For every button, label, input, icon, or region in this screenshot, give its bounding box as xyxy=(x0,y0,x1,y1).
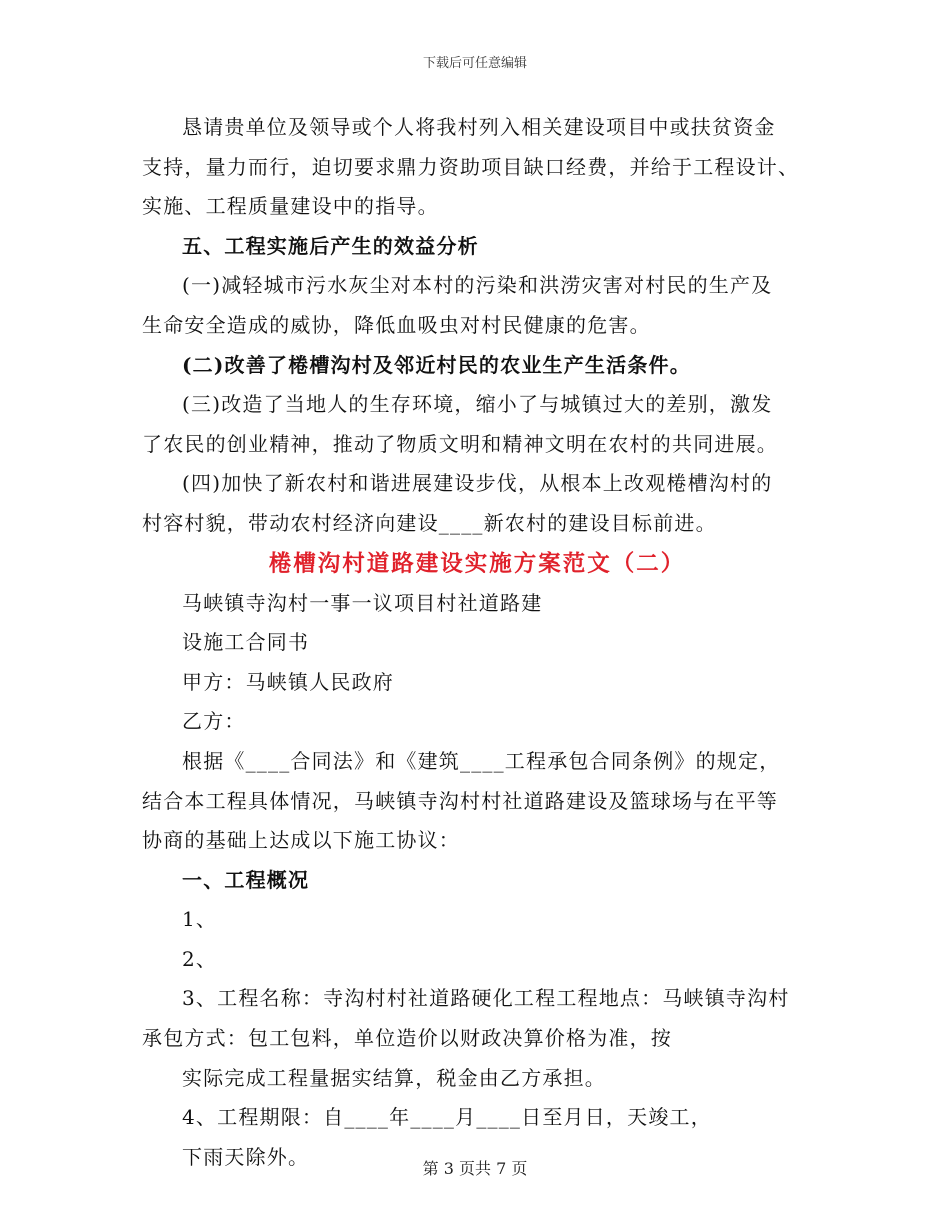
paragraph-request-line3: 实施、工程质量建设中的指导。 xyxy=(142,194,439,219)
item-4-line2: 下雨天除外。 xyxy=(182,1144,310,1169)
contract-title-line2: 设施工合同书 xyxy=(182,630,310,655)
item-2: 2、 xyxy=(182,946,218,971)
benefit-1-line1: (一)减轻城市污水灰尘对本村的污染和洪涝灾害对村民的生产及 xyxy=(182,273,773,298)
benefit-4-line1: (四)加快了新农村和谐进展建设步伐，从根本上改观棬槽沟村的 xyxy=(182,471,773,496)
item-4-line1: 4、工程期限：自____年____月____日至月日，天竣工， xyxy=(182,1105,712,1130)
benefit-1-line2: 生命安全造成的威协，降低血吸虫对村民健康的危害。 xyxy=(142,312,651,337)
item-3-line1: 3、工程名称：寺沟村村社道路硬化工程工程地点：马峡镇寺沟村 xyxy=(182,986,790,1011)
item-1: 1、 xyxy=(182,907,218,932)
item-3-line3: 实际完成工程量据实结算，税金由乙方承担。 xyxy=(182,1065,606,1090)
page-footer: 第 3 页共 7 页 xyxy=(422,1159,528,1178)
benefit-3-line1: (三)改造了当地人的生存环境，缩小了与城镇过大的差别，激发 xyxy=(182,392,773,417)
heading-project-overview: 一、工程概况 xyxy=(182,867,310,892)
paragraph-request-line1: 恳请贵单位及领导或个人将我村列入相关建设项目中或扶贫资金 xyxy=(182,115,776,139)
contract-title-line1: 马峡镇寺沟村一事一议项目村社道路建 xyxy=(182,590,543,615)
section-title: 棬槽沟村道路建设实施方案范文（二） xyxy=(268,550,686,577)
basis-line2: 结合本工程具体情况，马峡镇寺沟村村社道路建设及篮球场与在平等 xyxy=(142,788,778,813)
heading-benefit-analysis: 五、工程实施后产生的效益分析 xyxy=(182,233,479,258)
benefit-2: (二)改善了棬槽沟村及邻近村民的农业生产生活条件。 xyxy=(182,352,691,377)
item-3-line2: 承包方式：包工包料，单位造价以财政决算价格为准，按 xyxy=(142,1026,672,1051)
benefit-3-line2: 了农民的创业精神，推动了物质文明和精神文明在农村的共同进展。 xyxy=(142,431,778,456)
benefit-4-line2: 村容村貌，带动农村经济向建设____新农村的建设目标前进。 xyxy=(142,510,717,535)
paragraph-request-line2: 支持，量力而行，迫切要求鼎力资助项目缺口经费，并给于工程设计、 xyxy=(142,154,800,179)
party-b: 乙方： xyxy=(182,709,246,734)
party-a: 甲方：马峡镇人民政府 xyxy=(182,669,394,694)
basis-line3: 协商的基础上达成以下施工协议： xyxy=(142,828,460,853)
document-body xyxy=(142,108,812,1177)
basis-line1: 根据《____合同法》和《建筑____工程承包合同条例》的规定， xyxy=(182,748,781,773)
page-header: 下载后可任意编辑 xyxy=(422,56,527,71)
